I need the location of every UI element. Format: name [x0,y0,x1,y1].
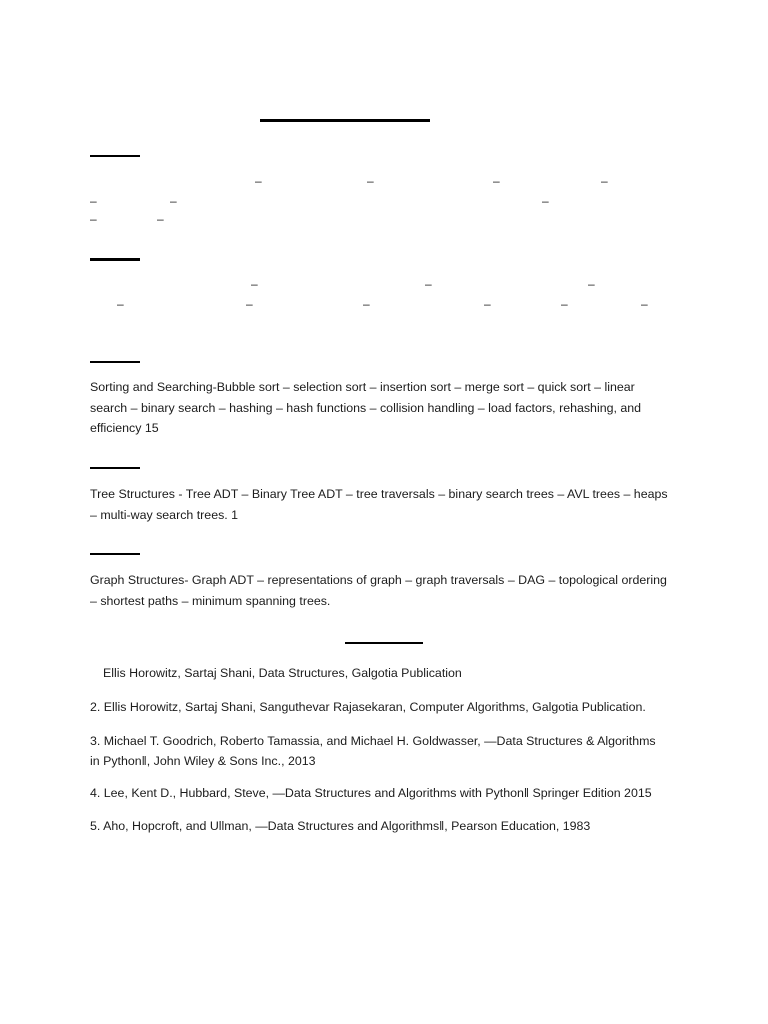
unit-4-content: Tree Structures - Tree ADT – Binary Tree ADT – tree traversals – binary search trees – AVL trees – heaps – multi-way search trees. 1 [90,487,668,522]
unit-1-dash: – [367,174,374,188]
unit-1-dash: – [493,174,500,188]
unit-2-dash: – [363,297,370,311]
unit-3-content: Sorting and Searching-Bubble sort – selection sort – insertion sort – merge sort – quick sort – linear search – binary search – hashing – hash functions – collision handling – load factors, rehashing, and efficiency 15 [90,380,642,435]
unit-2-heading-underline [90,258,140,261]
unit-1-dash: – [601,174,608,188]
unit-2-dash: – [251,277,258,291]
reference-item: Ellis Horowitz, Sartaj Shani, Data Structures, Galgotia Publication [103,666,462,680]
unit-1-dash: – [255,174,262,188]
unit-3-heading-underline [90,361,140,363]
reference-item: 3. Michael T. Goodrich, Roberto Tamassia, and Michael H. Goldwasser, —Data Structures & Algorithms in Python‖, John Wiley & Sons Inc., 2013 [90,734,656,768]
unit-1-dash: – [542,194,549,208]
unit-1-dash: – [90,212,97,226]
unit-2-dash: – [484,297,491,311]
unit-1-heading-underline [90,155,140,157]
unit-2-dash: – [641,297,648,311]
unit-1-dash: – [157,212,164,226]
unit-2-dash: – [561,297,568,311]
unit-4-heading-underline [90,467,140,469]
title-underline [260,119,430,122]
unit-2-dash: – [425,277,432,291]
unit-1-dash: – [170,194,177,208]
references-heading-underline [345,642,423,644]
unit-2-dash: – [588,277,595,291]
unit-2-dash: – [117,297,124,311]
unit-1-dash: – [90,194,97,208]
reference-item: 2. Ellis Horowitz, Sartaj Shani, Sanguthevar Rajasekaran, Computer Algorithms, Galgotia Publication. [90,700,646,714]
reference-item: 5. Aho, Hopcroft, and Ullman, —Data Structures and Algorithms‖, Pearson Education, 1983 [90,819,591,833]
unit-2-dash: – [246,297,253,311]
unit-5-heading-underline [90,553,140,555]
reference-item: 4. Lee, Kent D., Hubbard, Steve, —Data Structures and Algorithms with Python‖ Springer Edition 2015 [90,786,652,800]
unit-5-content: Graph Structures- Graph ADT – representations of graph – graph traversals – DAG – topological ordering – shortest paths – minimum spanning trees. [90,573,667,608]
